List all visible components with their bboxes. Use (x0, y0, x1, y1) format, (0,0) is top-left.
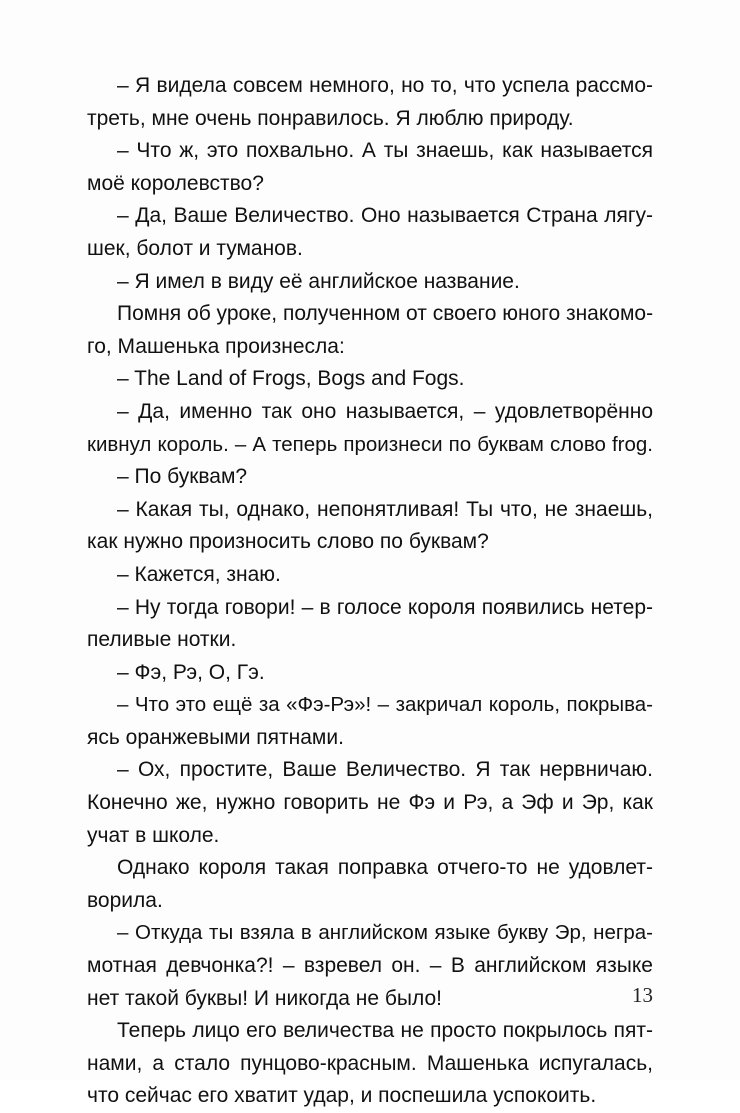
text-line: – Что это ещё за «Фэ-Рэ»! – закричал король, покрыва- (117, 693, 653, 717)
text-line: как нужно произносить слово по буквам? (87, 530, 489, 554)
text-line: – Откуда ты взяла в английском языке букву Эр, негра- (117, 921, 653, 945)
text-line: Помня об уроке, полученном от своего юного знакомо- (117, 302, 654, 326)
text-line: что сейчас его хватит удар, и поспешила успокоить. (87, 1084, 597, 1108)
page-number: 13 (632, 983, 653, 1007)
text-line: учат в школе. (87, 823, 220, 847)
text-line: кивнул король. – А теперь произнеси по буквам слово frog. (87, 432, 653, 456)
text-line: треть, мне очень понравилось. Я люблю природу. (87, 106, 574, 130)
text-line: – Кажется, знаю. (117, 562, 281, 586)
text-line: – Я видела совсем немного, но то, что успела рассмо- (117, 74, 653, 97)
text-line: шек, болот и туманов. (87, 236, 303, 260)
text-line: нами, а стало пунцово-красным. Машенька испугалась, (87, 1051, 653, 1075)
text-line: ясь оранжевыми пятнами. (87, 725, 344, 749)
text-line: моё королевство? (87, 171, 264, 195)
text-line: Однако короля такая поправка отчего-то не удовлет- (117, 856, 653, 880)
body-text (87, 70, 653, 1113)
text-line: – Ох, простите, Ваше Величество. Я так нервничаю. (117, 758, 653, 782)
text-line: – Какая ты, однако, непонятливая! Ты что, не знаешь, (117, 497, 653, 521)
text-line: – The Land of Frogs, Bogs and Fogs. (117, 367, 465, 391)
text-line: Теперь лицо его величества не просто покрылось пят- (117, 1019, 653, 1043)
text-line: – Ну тогда говори! – в голосе короля появились нетер- (117, 595, 653, 619)
text-line: – Я имел в виду её английское название. (117, 269, 520, 293)
text-line: – По буквам? (117, 465, 248, 489)
text-line: – Да, именно так оно называется, – удовлетворённо (117, 399, 653, 423)
text-line: – Что ж, это похвально. А ты знаешь, как называется (117, 139, 653, 163)
text-line: нет такой буквы! И никогда не было! (87, 986, 443, 1010)
text-line: пеливые нотки. (87, 628, 237, 652)
text-line: – Фэ, Рэ, О, Гэ. (117, 660, 265, 684)
text-line: Конечно же, нужно говорить не Фэ и Рэ, а Эф и Эр, как (87, 791, 653, 815)
text-line: – Да, Ваше Величество. Оно называется Страна лягу- (117, 204, 653, 228)
text-line: ворила. (87, 888, 163, 912)
text-line: го, Машенька произнесла: (87, 334, 345, 358)
text-line: мотная девчонка?! – взревел он. – В английском языке (87, 954, 653, 978)
